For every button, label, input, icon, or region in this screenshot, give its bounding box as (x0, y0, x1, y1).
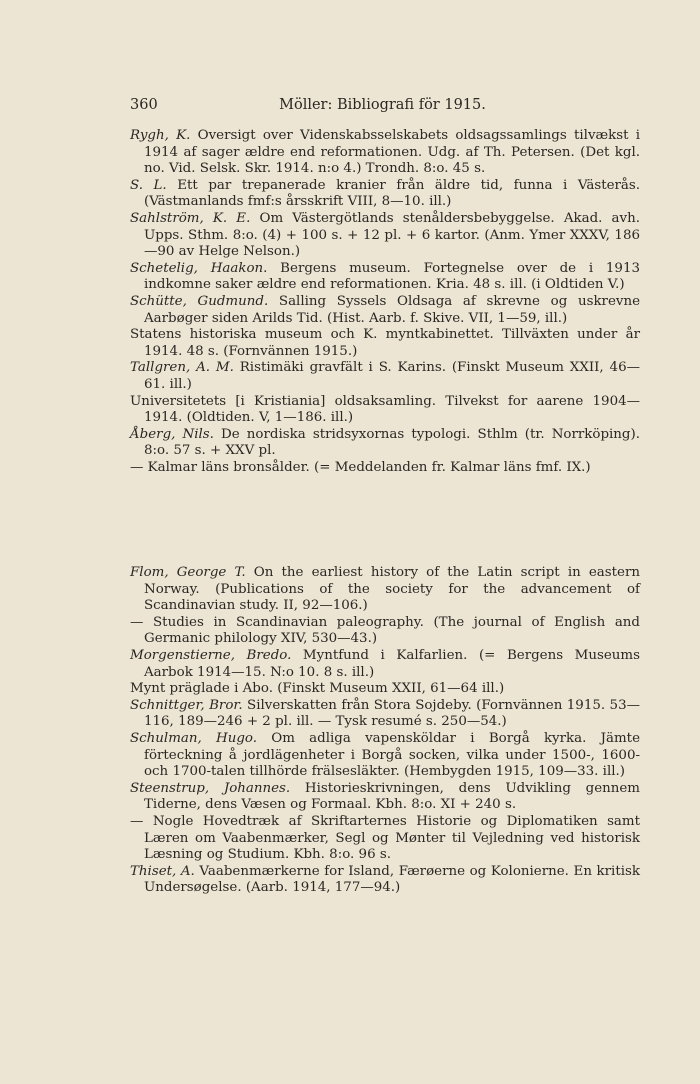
entry-author: S. L. (130, 177, 167, 193)
entry-author: Thiset, A. (130, 863, 195, 879)
entry-author: Rygh, K. (130, 128, 191, 143)
bib-entry (130, 261, 640, 294)
bib-entry (130, 360, 640, 393)
entry-text: Ristimäki gravfält i S. Karins. (Finskt Museum XXII, 46—61. ill.) (144, 360, 640, 392)
bib-entry (130, 211, 640, 261)
bib-entry (130, 698, 640, 731)
entry-author: Schnittger, Bror. (130, 697, 243, 713)
entry-author: Schulman, Hugo. (130, 730, 257, 746)
entry-text: Salling Syssels Oldsaga af skrevne og uskrevne Aarbøger siden Arilds Tid. (Hist. Aarb. f. Skive. VII, 1—59, ill.) (144, 293, 640, 326)
entry-text: Oversigt over Videnskabsselskabets oldsagssamlings tilvækst i 1914 af sager ældre end reformationen. Udg. af Th. Petersen. (Det kgl. no. Vid. Selsk. Skr. 1914. n:o 4.) Trondh. 8:o. 45 s. (144, 128, 640, 177)
bib-entry (130, 814, 640, 864)
bib-entry (130, 781, 640, 814)
bib-entry (130, 294, 640, 327)
entry-author: Åberg, Nils. (130, 426, 214, 442)
entry-text: Ett par trepanerade kranier från äldre tid, funna i Västerås. (Västmanlands fmf:s årsskrift VIII, 8—10. ill.) (144, 177, 641, 210)
bibliography-section-archaeology (130, 128, 640, 476)
entry-author: Steenstrup, Johannes. (130, 780, 291, 796)
entry-author: Sahlström, K. E. (130, 210, 251, 226)
entry-text: Universitetets [i Kristiania] oldsaksamling. Tilvekst for aarene 1904—1914. (Oldtiden. V, 1—186. ill.) (130, 393, 640, 426)
entry-text: Statens historiska museum och K. myntkabinettet. Tillväxten under år 1914. 48 s. (Fornvännen 1915.) (130, 327, 640, 359)
entry-text: Myntfund i Kalfarlien. (= Bergens Museums Aarbok 1914—15. N:o 10. 8 s. ill.) (144, 647, 640, 680)
entry-text: Historieskrivningen, dens Udvikling gennem Tiderne, dens Væsen og Formaal. Kbh. 8:o. XI + 240 s. (144, 780, 640, 813)
bib-entry (130, 864, 640, 897)
entry-text: Silverskatten från Stora Sojdeby. (Fornvännen 1915. 53—116, 189—246 + 2 pl. ill. — Tysk resumé s. 250—54.) (144, 697, 640, 730)
bib-entry (130, 394, 640, 427)
bib-entry (130, 128, 640, 178)
entry-text: — Nogle Hovedtræk af Skriftarternes Historie og Diplomatiken samt Læren om Vaabenmærker, Segl og Mønter til Vejledning ved historisk Læsning og Studium. Kbh. 8:o. 96 s. (130, 813, 640, 863)
bibliography-section-paleography (130, 565, 640, 897)
bib-entry (130, 648, 640, 681)
running-title: Möller: Bibliografi för 1915. (279, 97, 486, 113)
bib-entry (130, 615, 640, 648)
entry-text: Om adliga vapensköldar i Borgå kyrka. Jämte förteckning å jordlägenheter i Borgå socken, vilka under 1500-, 1600- och 1700-talen tillhörde frälsesläkter. (Hembygden 1915, 109—33. ill.) (144, 730, 640, 780)
entry-author: Schetelig, Haakon. (130, 260, 268, 276)
entry-author: Morgenstierne, Bredo. (130, 647, 292, 663)
entry-text: — Kalmar läns bronsålder. (= Meddelanden fr. Kalmar läns fmf. IX.) (130, 459, 591, 475)
entry-author: Schütte, Gudmund. (130, 293, 269, 309)
entry-text: Vaabenmærkerne for Island, Færøerne og Kolonierne. En kritisk Undersøgelse. (Aarb. 1914, 177—94.) (144, 863, 640, 896)
entry-text: De nordiska stridsyxornas typologi. Sthlm (tr. Norrköping). 8:o. 57 s. + XXV pl. (144, 426, 640, 459)
page-number: 360 (130, 97, 158, 113)
entry-author: Tallgren, A. M. (130, 360, 234, 376)
bib-entry (130, 731, 640, 781)
entry-text: Bergens museum. Fortegnelse over de i 1913 indkomne saker ældre end reformationen. Kria. 48 s. ill. (i Oldtiden V.) (144, 260, 640, 293)
bib-entry (130, 565, 640, 615)
entry-text: Om Västergötlands stenåldersbebyggelse. Akad. avh. Upps. Sthm. 8:o. (4) + 100 s. + 12 pl. + 6 kartor. (Anm. Ymer XXXV, 186—90 av Helge Nelson.) (144, 210, 640, 260)
bib-entry (130, 327, 640, 360)
bib-entry (130, 460, 640, 477)
running-header (130, 97, 635, 117)
bib-entry (130, 427, 640, 460)
entry-text: Mynt präglade i Abo. (Finskt Museum XXII, 61—64 ill.) (130, 681, 505, 697)
bib-entry (130, 178, 640, 211)
entry-author: Flom, George T. (130, 565, 246, 580)
bib-entry (130, 681, 640, 698)
entry-text: On the earliest history of the Latin script in eastern Norway. (Publications of the society for the advancement of Scandinavian study. II, 92—106.) (144, 565, 640, 614)
entry-text: — Studies in Scandinavian paleography. (The journal of English and Germanic philology XIV, 530—43.) (130, 614, 640, 647)
